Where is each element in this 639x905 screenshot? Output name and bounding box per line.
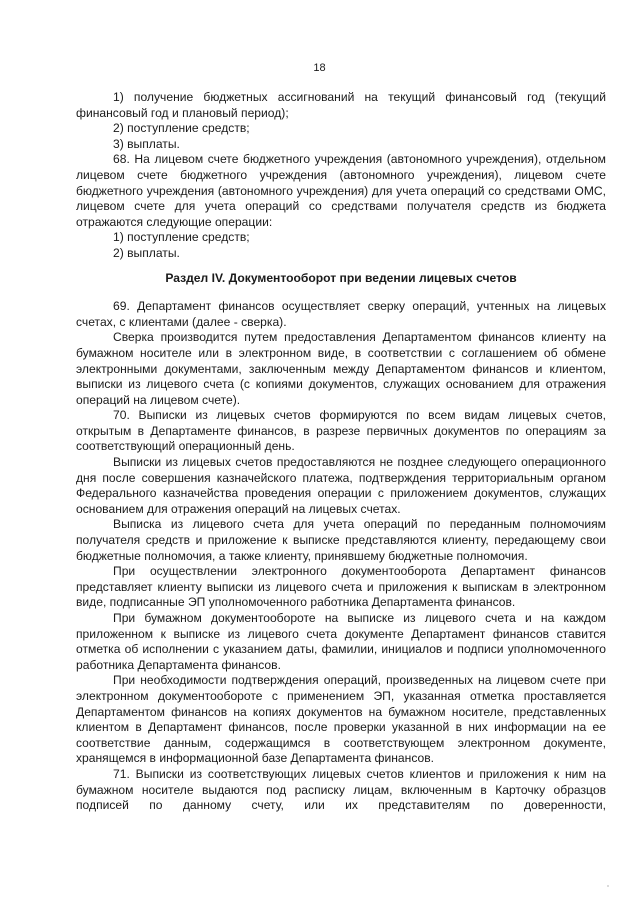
section-heading: Раздел IV. Документооборот при ведении лицевых счетов <box>165 270 517 285</box>
scan-speck <box>607 885 609 887</box>
paragraph-71: 71. Выписки из соответствующих лицевых счетов клиентов и приложения к ним на бумажном носителе выдаются под расписку лицам, включенным в Карточку образцов подписей по данному счету, или их представителям по доверенности, <box>76 766 606 813</box>
paragraph-item-2-receipts: 2) поступление средств; <box>113 121 250 136</box>
paragraph-transferred-powers: Выписка из лицевого счета для учета операций по переданным полномочиям получателя средств и приложение к выписке представляются клиенту, передающему свои бюджетные полномочия, а также клиенту, принявшему бюджетные полномочия. <box>76 517 606 563</box>
paragraph-electronic-flow: При осуществлении электронного документооборота Департамент финансов представляет клиенту выписки из лицевого счета и приложения к выпискам в электронном виде, подписанные ЭП уполномоченного работника Департамента финансов. <box>76 564 606 610</box>
paragraph-item-1-budget-allocations: 1) получение бюджетных ассигнований на текущий финансовый год (текущий финансовый год и плановый период); <box>76 90 606 120</box>
paragraph-68: 68. На лицевом счете бюджетного учреждения (автономного учреждения), отдельном лицевом счете бюджетного учреждения (автономного учреждения), лицевом счете бюджетного учреждения (автономного учреждения) для учета операций со средствами ОМС, лицевом счете для учета операций со средствами получателя средств из бюджета отражаются следующие операции: <box>76 152 606 229</box>
paragraph-68-item-1: 1) поступление средств; <box>113 230 250 245</box>
paragraph-69: 69. Департамент финансов осуществляет сверку операций, учтенных на лицевых счетах, с клиентами (далее - сверка). <box>76 299 606 329</box>
paragraph-68-item-2: 2) выплаты. <box>113 245 180 260</box>
paragraph-confirmation: При необходимости подтверждения операций, произведенных на лицевом счете при электронном документообороте с применением ЭП, указанная отметка проставляется Департаментом финансов на копиях документов на бумажном носителе, представленных клиентом в Департамент финансов, после проверки указанной в них информации на ее соответствие данным, содержащимся в соответствующем электронном документе, хранящемся в информационной базе Департамента финансов. <box>76 673 606 766</box>
document-body <box>76 90 606 814</box>
paragraph-paper-flow: При бумажном документообороте на выписке из лицевого счета и на каждом приложенном к выписке из лицевого счета документе Департамент финансов ставится отметка об исполнении с указанием даты, фамилии, инициалов и подписи уполномоченного работника Департамента финансов. <box>76 611 606 672</box>
paragraph-statements-timing: Выписки из лицевых счетов предоставляются не позднее следующего операционного дня после совершения казначейского платежа, подтверждения территориальным органом Федерального казначейства проведения операции с приложением документов, служащих основанием для отражения операций на лицевых счетах. <box>76 455 606 516</box>
paragraph-70: 70. Выписки из лицевых счетов формируются по всем видам лицевых счетов, открытым в Департаменте финансов, в разрезе первичных документов по операциям за соответствующий операционный день. <box>76 408 606 454</box>
paragraph-item-3-payments: 3) выплаты. <box>113 136 180 151</box>
page-number: 18 <box>313 62 326 74</box>
paragraph-reconciliation: Сверка производится путем предоставления Департаментом финансов клиенту на бумажном носителе или в электронном виде, в соответствии с соглашением об обмене электронными документами, заключенным между Департаментом финансов и клиентом, выписки из лицевого счета (с копиями документов, служащих основанием для отражения операций на лицевом счете). <box>76 330 606 407</box>
